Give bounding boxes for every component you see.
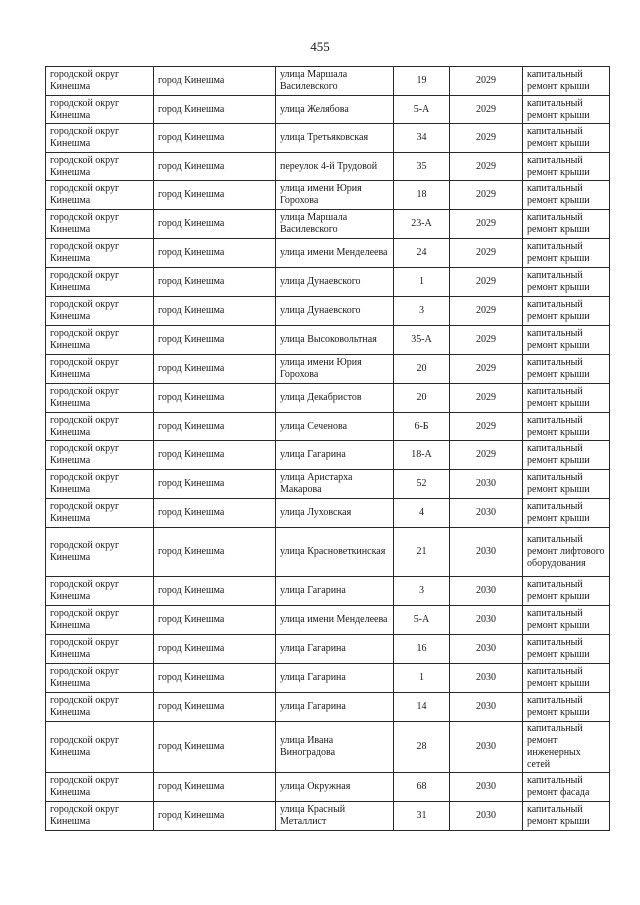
cell-okrug: городской округ Кинешма xyxy=(46,268,154,297)
cell-city: город Кинешма xyxy=(154,773,276,802)
cell-street: улица Сеченова xyxy=(276,413,394,441)
cell-street: улица Третьяковская xyxy=(276,124,394,153)
cell-okrug: городской округ Кинешма xyxy=(46,210,154,239)
table-row xyxy=(46,355,610,384)
cell-city: город Кинешма xyxy=(154,96,276,124)
cell-work: капитальный ремонт крыши xyxy=(523,606,610,635)
cell-year: 2029 xyxy=(450,268,523,297)
cell-okrug: городской округ Кинешма xyxy=(46,606,154,635)
cell-city: город Кинешма xyxy=(154,577,276,606)
cell-okrug: городской округ Кинешма xyxy=(46,773,154,802)
cell-house: 35 xyxy=(394,153,450,181)
table-row xyxy=(46,326,610,355)
table-row xyxy=(46,577,610,606)
cell-year: 2029 xyxy=(450,153,523,181)
cell-house: 16 xyxy=(394,635,450,664)
cell-okrug: городской округ Кинешма xyxy=(46,470,154,499)
cell-street: улица Дунаевского xyxy=(276,297,394,326)
cell-city: город Кинешма xyxy=(154,413,276,441)
cell-house: 3 xyxy=(394,297,450,326)
cell-city: город Кинешма xyxy=(154,326,276,355)
cell-year: 2029 xyxy=(450,441,523,470)
cell-work: капитальный ремонт крыши xyxy=(523,802,610,831)
cell-street: улица Красноветкинская xyxy=(276,528,394,577)
cell-city: город Кинешма xyxy=(154,384,276,413)
table-row xyxy=(46,124,610,153)
cell-work: капитальный ремонт крыши xyxy=(523,664,610,693)
table-row xyxy=(46,239,610,268)
cell-okrug: городской округ Кинешма xyxy=(46,355,154,384)
table-row xyxy=(46,802,610,831)
cell-work: капитальный ремонт крыши xyxy=(523,153,610,181)
cell-year: 2029 xyxy=(450,384,523,413)
cell-city: город Кинешма xyxy=(154,124,276,153)
cell-year: 2030 xyxy=(450,528,523,577)
cell-okrug: городской округ Кинешма xyxy=(46,239,154,268)
cell-city: город Кинешма xyxy=(154,355,276,384)
cell-street: улица имени Юрия Горохова xyxy=(276,355,394,384)
table-row xyxy=(46,693,610,722)
cell-year: 2030 xyxy=(450,802,523,831)
cell-street: улица имени Менделеева xyxy=(276,239,394,268)
cell-work: капитальный ремонт крыши xyxy=(523,239,610,268)
cell-house: 35-А xyxy=(394,326,450,355)
cell-house: 20 xyxy=(394,355,450,384)
cell-okrug: городской округ Кинешма xyxy=(46,297,154,326)
cell-city: город Кинешма xyxy=(154,470,276,499)
cell-street: переулок 4-й Трудовой xyxy=(276,153,394,181)
table-row xyxy=(46,181,610,210)
cell-house: 1 xyxy=(394,664,450,693)
cell-street: улица имени Юрия Горохова xyxy=(276,181,394,210)
cell-house: 14 xyxy=(394,693,450,722)
table-row xyxy=(46,268,610,297)
page-number: 455 xyxy=(310,39,330,54)
cell-work: капитальный ремонт инженерных сетей xyxy=(523,722,610,773)
cell-street: улица Желябова xyxy=(276,96,394,124)
table-row xyxy=(46,773,610,802)
cell-city: город Кинешма xyxy=(154,802,276,831)
cell-okrug: городской округ Кинешма xyxy=(46,326,154,355)
cell-year: 2029 xyxy=(450,124,523,153)
cell-year: 2030 xyxy=(450,693,523,722)
cell-okrug: городской округ Кинешма xyxy=(46,577,154,606)
cell-street: улица Гагарина xyxy=(276,441,394,470)
cell-work: капитальный ремонт крыши xyxy=(523,355,610,384)
cell-year: 2030 xyxy=(450,664,523,693)
cell-work: капитальный ремонт крыши xyxy=(523,124,610,153)
cell-year: 2030 xyxy=(450,635,523,664)
cell-house: 3 xyxy=(394,577,450,606)
cell-street: улица Аристарха Макарова xyxy=(276,470,394,499)
cell-year: 2029 xyxy=(450,297,523,326)
cell-work: капитальный ремонт крыши xyxy=(523,384,610,413)
cell-okrug: городской округ Кинешма xyxy=(46,441,154,470)
cell-street: улица Маршала Василевского xyxy=(276,67,394,96)
cell-okrug: городской округ Кинешма xyxy=(46,181,154,210)
cell-house: 34 xyxy=(394,124,450,153)
cell-work: капитальный ремонт крыши xyxy=(523,96,610,124)
cell-okrug: городской округ Кинешма xyxy=(46,413,154,441)
cell-work: капитальный ремонт лифтового оборудования xyxy=(523,528,610,577)
cell-city: город Кинешма xyxy=(154,606,276,635)
cell-street: улица Дунаевского xyxy=(276,268,394,297)
table-row xyxy=(46,153,610,181)
table-row xyxy=(46,413,610,441)
cell-street: улица Высоковольтная xyxy=(276,326,394,355)
cell-okrug: городской округ Кинешма xyxy=(46,664,154,693)
cell-year: 2030 xyxy=(450,773,523,802)
cell-city: город Кинешма xyxy=(154,67,276,96)
cell-city: город Кинешма xyxy=(154,635,276,664)
cell-city: город Кинешма xyxy=(154,210,276,239)
cell-street: улица Гагарина xyxy=(276,577,394,606)
table-row xyxy=(46,528,610,577)
cell-house: 19 xyxy=(394,67,450,96)
cell-house: 20 xyxy=(394,384,450,413)
cell-year: 2029 xyxy=(450,210,523,239)
cell-street: улица Окружная xyxy=(276,773,394,802)
table-row xyxy=(46,470,610,499)
cell-year: 2029 xyxy=(450,413,523,441)
table-row xyxy=(46,384,610,413)
cell-street: улица Красный Металлист xyxy=(276,802,394,831)
cell-city: город Кинешма xyxy=(154,153,276,181)
cell-year: 2030 xyxy=(450,470,523,499)
cell-okrug: городской округ Кинешма xyxy=(46,96,154,124)
cell-house: 68 xyxy=(394,773,450,802)
cell-year: 2029 xyxy=(450,239,523,268)
cell-city: город Кинешма xyxy=(154,441,276,470)
table-row xyxy=(46,499,610,528)
cell-okrug: городской округ Кинешма xyxy=(46,635,154,664)
cell-work: капитальный ремонт крыши xyxy=(523,67,610,96)
cell-city: город Кинешма xyxy=(154,722,276,773)
table-row xyxy=(46,96,610,124)
cell-house: 24 xyxy=(394,239,450,268)
cell-house: 21 xyxy=(394,528,450,577)
cell-okrug: городской округ Кинешма xyxy=(46,499,154,528)
cell-year: 2029 xyxy=(450,181,523,210)
table-row xyxy=(46,297,610,326)
cell-city: город Кинешма xyxy=(154,268,276,297)
cell-year: 2030 xyxy=(450,499,523,528)
cell-house: 5-А xyxy=(394,606,450,635)
cell-work: капитальный ремонт крыши xyxy=(523,441,610,470)
cell-city: город Кинешма xyxy=(154,181,276,210)
cell-house: 31 xyxy=(394,802,450,831)
table-row xyxy=(46,67,610,96)
table-row xyxy=(46,722,610,773)
cell-okrug: городской округ Кинешма xyxy=(46,802,154,831)
cell-house: 5-А xyxy=(394,96,450,124)
cell-street: улица Гагарина xyxy=(276,635,394,664)
cell-street: улица Декабристов xyxy=(276,384,394,413)
cell-work: капитальный ремонт крыши xyxy=(523,635,610,664)
cell-work: капитальный ремонт крыши xyxy=(523,499,610,528)
cell-street: улица Маршала Василевского xyxy=(276,210,394,239)
cell-okrug: городской округ Кинешма xyxy=(46,384,154,413)
cell-year: 2029 xyxy=(450,96,523,124)
cell-street: улица Луховская xyxy=(276,499,394,528)
cell-work: капитальный ремонт крыши xyxy=(523,297,610,326)
cell-year: 2030 xyxy=(450,606,523,635)
cell-work: капитальный ремонт крыши xyxy=(523,268,610,297)
cell-house: 52 xyxy=(394,470,450,499)
cell-house: 4 xyxy=(394,499,450,528)
cell-okrug: городской округ Кинешма xyxy=(46,153,154,181)
cell-year: 2029 xyxy=(450,355,523,384)
cell-city: город Кинешма xyxy=(154,297,276,326)
table-row xyxy=(46,635,610,664)
cell-house: 18 xyxy=(394,181,450,210)
cell-okrug: городской округ Кинешма xyxy=(46,528,154,577)
cell-okrug: городской округ Кинешма xyxy=(46,67,154,96)
cell-year: 2029 xyxy=(450,326,523,355)
cell-city: город Кинешма xyxy=(154,693,276,722)
cell-house: 6-Б xyxy=(394,413,450,441)
cell-house: 18-А xyxy=(394,441,450,470)
cell-year: 2029 xyxy=(450,67,523,96)
cell-okrug: городской округ Кинешма xyxy=(46,124,154,153)
cell-work: капитальный ремонт крыши xyxy=(523,326,610,355)
cell-house: 23-А xyxy=(394,210,450,239)
cell-house: 28 xyxy=(394,722,450,773)
cell-street: улица Ивана Виноградова xyxy=(276,722,394,773)
cell-year: 2030 xyxy=(450,577,523,606)
cell-city: город Кинешма xyxy=(154,499,276,528)
table-row xyxy=(46,441,610,470)
cell-work: капитальный ремонт крыши xyxy=(523,210,610,239)
register-body xyxy=(46,67,610,831)
cell-okrug: городской округ Кинешма xyxy=(46,693,154,722)
table-row xyxy=(46,210,610,239)
cell-city: город Кинешма xyxy=(154,239,276,268)
cell-work: капитальный ремонт крыши xyxy=(523,181,610,210)
cell-street: улица Гагарина xyxy=(276,693,394,722)
cell-okrug: городской округ Кинешма xyxy=(46,722,154,773)
cell-work: капитальный ремонт крыши xyxy=(523,693,610,722)
cell-work: капитальный ремонт крыши xyxy=(523,577,610,606)
register-table xyxy=(45,66,610,831)
cell-city: город Кинешма xyxy=(154,528,276,577)
cell-year: 2030 xyxy=(450,722,523,773)
table-row xyxy=(46,606,610,635)
cell-work: капитальный ремонт крыши xyxy=(523,413,610,441)
cell-city: город Кинешма xyxy=(154,664,276,693)
cell-house: 1 xyxy=(394,268,450,297)
cell-street: улица Гагарина xyxy=(276,664,394,693)
cell-work: капитальный ремонт крыши xyxy=(523,470,610,499)
table-row xyxy=(46,664,610,693)
cell-street: улица имени Менделеева xyxy=(276,606,394,635)
cell-work: капитальный ремонт фасада xyxy=(523,773,610,802)
